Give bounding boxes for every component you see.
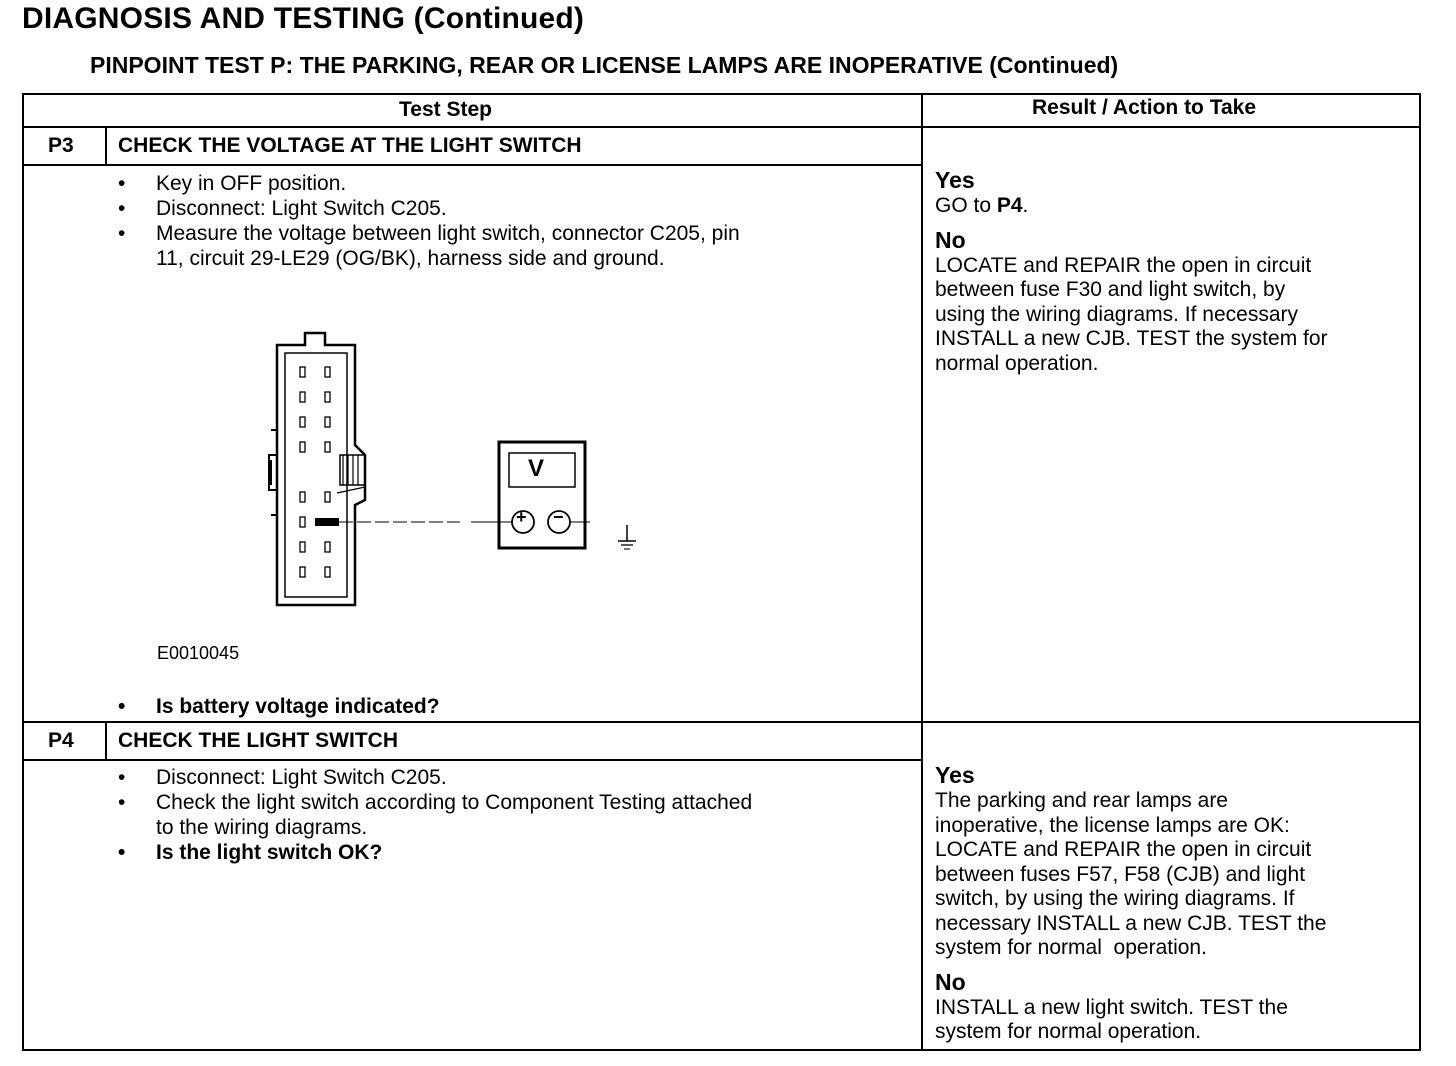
step-title-p3: CHECK THE VOLTAGE AT THE LIGHT SWITCH (118, 134, 582, 157)
p3-title-divider (22, 164, 922, 166)
column-header-test-step: Test Step (399, 98, 492, 121)
yes-text-suffix: . (1022, 194, 1029, 217)
p3-p4-divider (22, 721, 1421, 723)
p3-question (118, 694, 440, 719)
p4-yes-text: The parking and rear lamps are inoperative, the license lamps are OK: LOCATE and REPAIR the open in circuit between fuses F57, F58 (CJB) and light switch, by using the wiring diagrams. If necessary INSTALL a new CJB. TEST the system for normal operation. (935, 789, 1327, 959)
figure-id: E0010045 (157, 643, 240, 663)
list-item: • Disconnect: Light Switch C205. (118, 765, 752, 790)
connector-voltmeter-diagram (255, 325, 655, 625)
yes-text-prefix: GO to (935, 194, 997, 217)
list-item: • Is battery voltage indicated? (118, 694, 440, 719)
p4-no-text: INSTALL a new light switch. TEST the system for normal operation. (935, 995, 1288, 1043)
p4-no-label: No (935, 968, 966, 995)
voltmeter-label: V (528, 455, 545, 482)
step-id-p4: P4 (48, 729, 74, 752)
header-row-divider (22, 126, 1421, 128)
p3-instructions (118, 171, 740, 271)
list-item: • Measure the voltage between light switch, connector C205, pin 11, circuit 29-LE29 (OG/BK), harness side and ground. (118, 221, 740, 271)
p4-id-divider (105, 722, 107, 760)
list-item: • Key in OFF position. (118, 171, 740, 196)
p4-instructions (118, 765, 752, 865)
list-item: • Disconnect: Light Switch C205. (118, 196, 740, 221)
p3-yes-label: Yes (935, 167, 975, 193)
p3-result (935, 167, 1328, 376)
p4-title-divider (22, 759, 922, 761)
column-divider (921, 93, 923, 1051)
p3-no-text: LOCATE and REPAIR the open in circuit between fuse F30 and light switch, by using the wiring diagrams. If necessary INSTALL a new CJB. TEST the system for normal operation. (935, 253, 1328, 375)
step-id-p3: P3 (48, 134, 74, 157)
column-header-result: Result / Action to Take (1032, 96, 1257, 119)
p3-no-label: No (935, 226, 966, 253)
list-item: • Is the light switch OK? (118, 840, 752, 865)
plus-terminal-label: + (516, 507, 527, 527)
p3-yes-text (935, 194, 1328, 219)
p4-yes-label: Yes (935, 762, 975, 788)
minus-terminal-label: − (553, 507, 564, 527)
list-item: • Check the light switch according to Component Testing attached to the wiring diagrams. (118, 790, 752, 840)
p3-id-divider (105, 127, 107, 165)
p4-result (935, 762, 1326, 1045)
goto-step-link: P4 (996, 194, 1023, 217)
step-title-p4: CHECK THE LIGHT SWITCH (118, 729, 398, 752)
page-title: DIAGNOSIS AND TESTING (Continued) (22, 2, 585, 35)
page-subtitle: PINPOINT TEST P: THE PARKING, REAR OR LICENSE LAMPS ARE INOPERATIVE (Continued) (90, 52, 1119, 78)
